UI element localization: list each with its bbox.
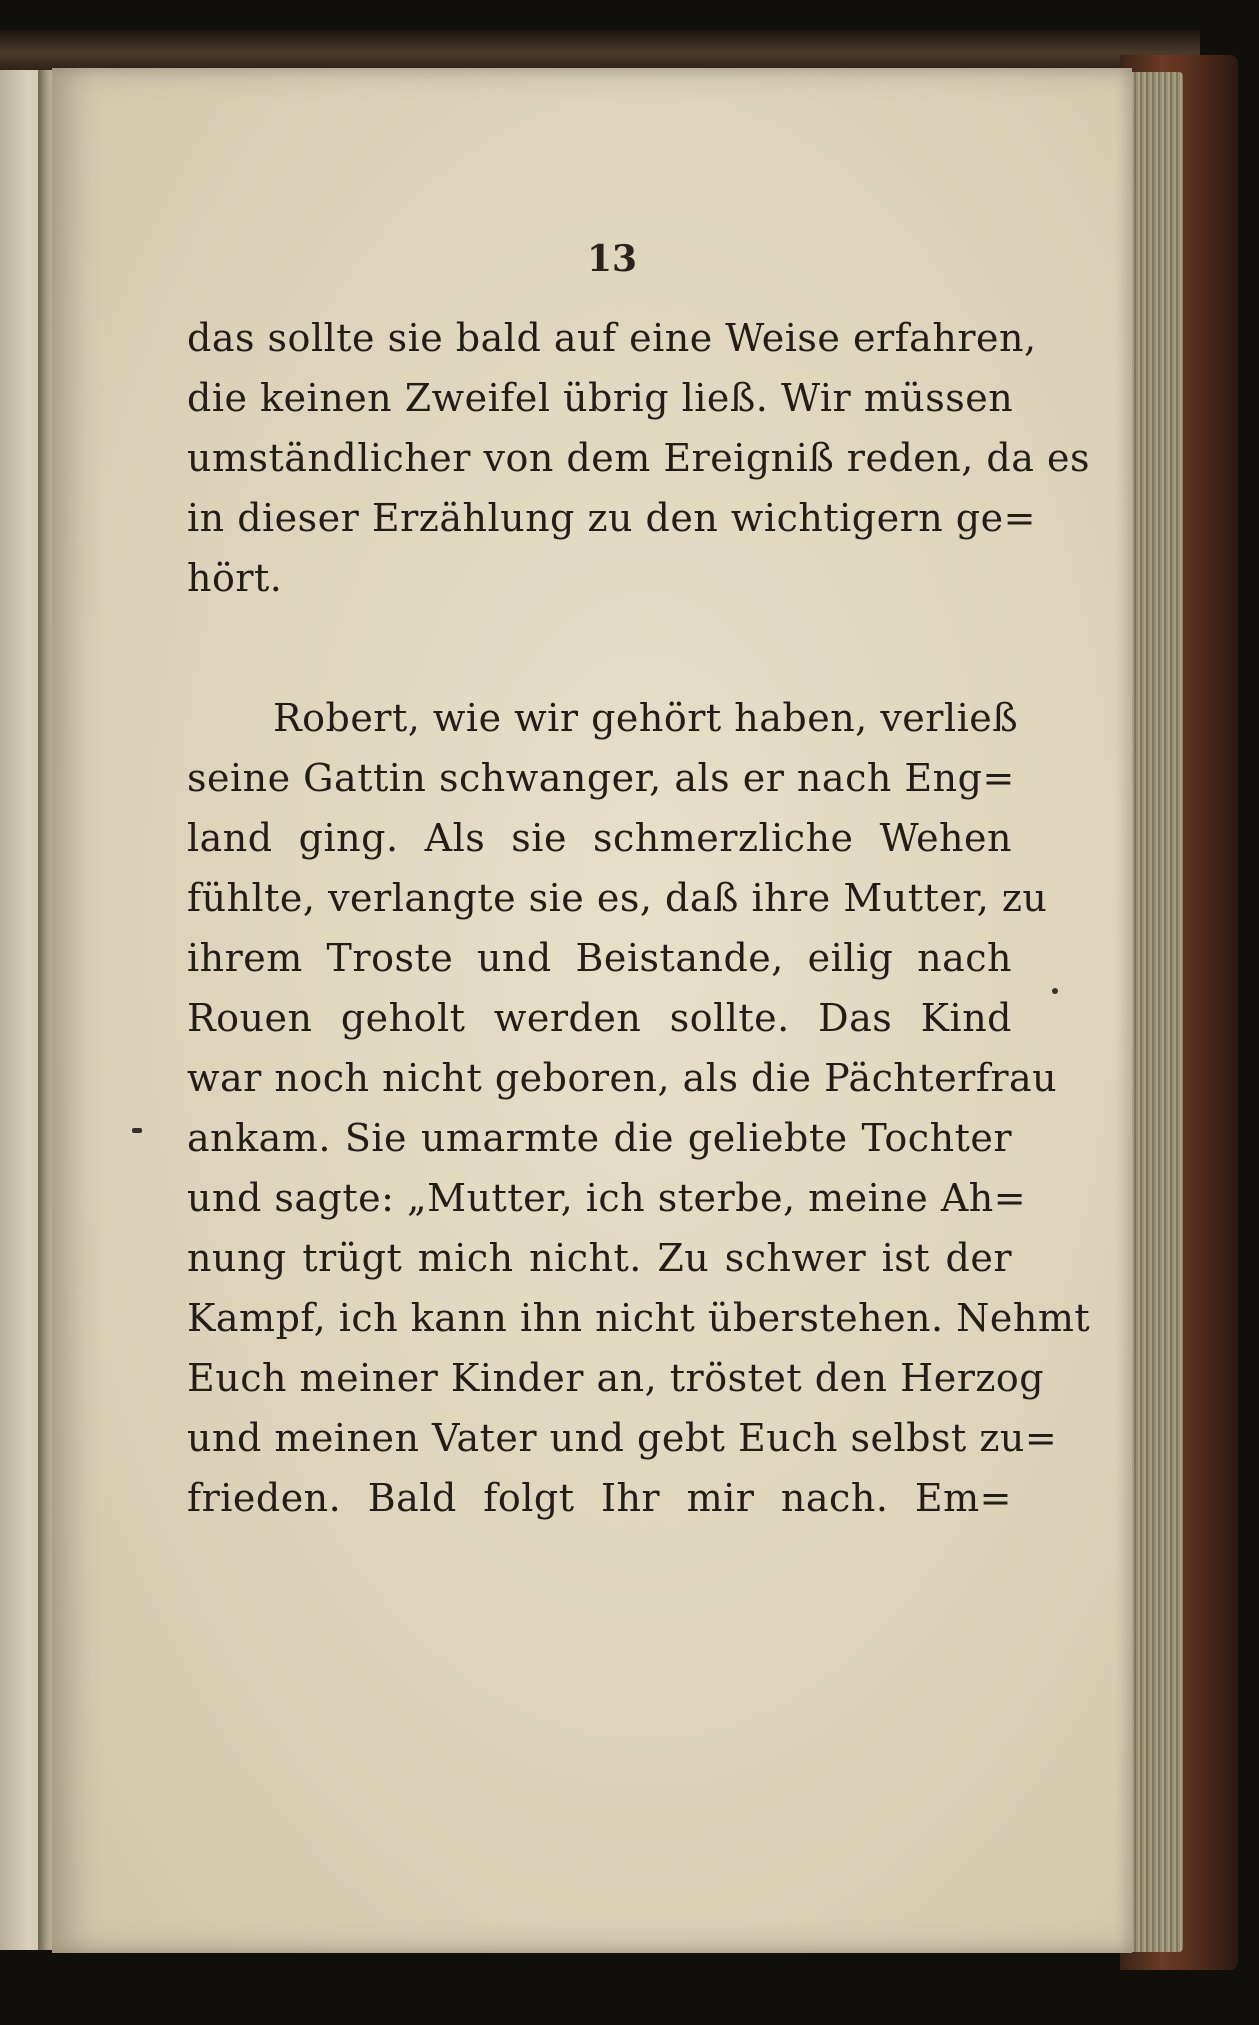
text-line: Kampf, ich kann ihn nicht überstehen. Nehmt	[187, 1296, 1091, 1340]
page-text	[187, 308, 1091, 1528]
text-line: frieden. Bald folgt Ihr mir nach. Em=	[187, 1476, 1012, 1520]
text-line: fühlte, verlangte sie es, daß ihre Mutter, zu	[187, 876, 1048, 920]
text-line: die keinen Zweifel übrig ließ. Wir müssen	[187, 376, 1014, 420]
text-line: ankam. Sie umarmte die geliebte Tochter	[187, 1116, 1012, 1160]
paragraph-gap	[187, 608, 1012, 688]
cover-top-edge	[0, 30, 1200, 72]
paper-speck	[132, 1128, 142, 1133]
text-line: war noch nicht geboren, als die Pächterfrau	[187, 1056, 1058, 1100]
text-line: land ging. Als sie schmerzliche Wehen	[187, 816, 1012, 860]
text-line: hört.	[187, 556, 283, 600]
text-line: umständlicher von dem Ereigniß reden, da es	[187, 436, 1090, 480]
text-line: seine Gattin schwanger, als er nach Eng=	[187, 756, 1015, 800]
paper-speck	[1052, 988, 1058, 994]
text-line: und meinen Vater und gebt Euch selbst zu=	[187, 1416, 1058, 1460]
text-line: und sagte: „Mutter, ich sterbe, meine Ah=	[187, 1176, 1027, 1220]
text-line: nung trügt mich nicht. Zu schwer ist der	[187, 1236, 1012, 1280]
text-line: Euch meiner Kinder an, tröstet den Herzog	[187, 1356, 1045, 1400]
page-number: 13	[586, 238, 638, 280]
text-line: das sollte sie bald auf eine Weise erfahren,	[187, 316, 1037, 360]
text-line: ihrem Troste und Beistande, eilig nach	[187, 936, 1012, 980]
text-line: Rouen geholt werden sollte. Das Kind	[187, 996, 1012, 1040]
book-page	[52, 68, 1132, 1953]
text-line: in dieser Erzählung zu den wichtigern ge=	[187, 496, 1036, 540]
page-stack-edge	[1125, 72, 1183, 1952]
text-line: Robert, wie wir gehört haben, verließ	[273, 696, 1019, 740]
